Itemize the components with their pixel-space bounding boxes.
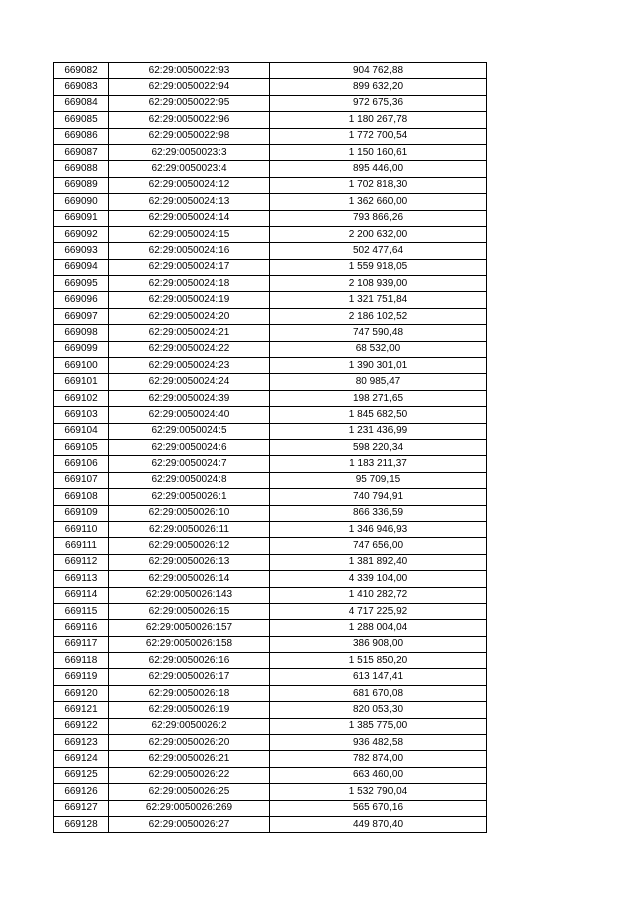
row-number-cell: 669082 <box>54 63 109 79</box>
cadastral-number-cell: 62:29:0050026:25 <box>109 784 270 800</box>
row-number-cell: 669107 <box>54 472 109 488</box>
cadastral-value-cell: 1 381 892,40 <box>270 554 487 570</box>
cadastral-number-cell: 62:29:0050024:18 <box>109 276 270 292</box>
table-row <box>54 735 487 751</box>
cadastral-value-cell: 1 150 160,61 <box>270 144 487 160</box>
row-number-cell: 669121 <box>54 702 109 718</box>
table-row <box>54 439 487 455</box>
cadastral-value-cell: 782 874,00 <box>270 751 487 767</box>
cadastral-number-cell: 62:29:0050026:22 <box>109 767 270 783</box>
cadastral-number-cell: 62:29:0050024:17 <box>109 259 270 275</box>
row-number-cell: 669123 <box>54 735 109 751</box>
cadastral-value-cell: 2 200 632,00 <box>270 226 487 242</box>
cadastral-value-cell: 793 866,26 <box>270 210 487 226</box>
cadastral-number-cell: 62:29:0050026:20 <box>109 735 270 751</box>
row-number-cell: 669102 <box>54 390 109 406</box>
cadastral-value-cell: 1 845 682,50 <box>270 407 487 423</box>
cadastral-number-cell: 62:29:0050026:16 <box>109 653 270 669</box>
cadastral-value-cell: 1 321 751,84 <box>270 292 487 308</box>
row-number-cell: 669124 <box>54 751 109 767</box>
cadastral-number-cell: 62:29:0050024:20 <box>109 308 270 324</box>
cadastral-number-cell: 62:29:0050024:13 <box>109 194 270 210</box>
row-number-cell: 669106 <box>54 456 109 472</box>
row-number-cell: 669086 <box>54 128 109 144</box>
cadastral-value-cell: 198 271,65 <box>270 390 487 406</box>
cadastral-number-cell: 62:29:0050026:269 <box>109 800 270 816</box>
table-row <box>54 308 487 324</box>
table-row <box>54 636 487 652</box>
cadastral-number-cell: 62:29:0050026:18 <box>109 685 270 701</box>
cadastral-number-cell: 62:29:0050024:7 <box>109 456 270 472</box>
row-number-cell: 669087 <box>54 144 109 160</box>
table-row <box>54 128 487 144</box>
row-number-cell: 669100 <box>54 358 109 374</box>
table-body <box>54 63 487 833</box>
cadastral-value-cell: 613 147,41 <box>270 669 487 685</box>
cadastral-number-cell: 62:29:0050026:157 <box>109 620 270 636</box>
table-row <box>54 456 487 472</box>
table-row <box>54 620 487 636</box>
cadastral-value-cell: 936 482,58 <box>270 735 487 751</box>
table-row <box>54 587 487 603</box>
cadastral-value-cell: 598 220,34 <box>270 439 487 455</box>
row-number-cell: 669098 <box>54 325 109 341</box>
cadastral-number-cell: 62:29:0050024:16 <box>109 243 270 259</box>
row-number-cell: 669083 <box>54 79 109 95</box>
cadastral-value-cell: 1 410 282,72 <box>270 587 487 603</box>
table-row <box>54 653 487 669</box>
row-number-cell: 669117 <box>54 636 109 652</box>
row-number-cell: 669095 <box>54 276 109 292</box>
cadastral-value-cell: 80 985,47 <box>270 374 487 390</box>
cadastral-value-cell: 1 385 775,00 <box>270 718 487 734</box>
table-row <box>54 226 487 242</box>
table-row <box>54 571 487 587</box>
row-number-cell: 669103 <box>54 407 109 423</box>
cadastral-number-cell: 62:29:0050026:27 <box>109 816 270 832</box>
table-row <box>54 374 487 390</box>
cadastral-value-cell: 747 590,48 <box>270 325 487 341</box>
row-number-cell: 669105 <box>54 439 109 455</box>
cadastral-value-cell: 1 180 267,78 <box>270 112 487 128</box>
cadastral-value-cell: 4 339 104,00 <box>270 571 487 587</box>
row-number-cell: 669097 <box>54 308 109 324</box>
row-number-cell: 669091 <box>54 210 109 226</box>
table-row <box>54 276 487 292</box>
cadastral-number-cell: 62:29:0050024:21 <box>109 325 270 341</box>
cadastral-number-cell: 62:29:0050024:15 <box>109 226 270 242</box>
cadastral-number-cell: 62:29:0050024:8 <box>109 472 270 488</box>
table-row <box>54 112 487 128</box>
row-number-cell: 669126 <box>54 784 109 800</box>
cadastral-number-cell: 62:29:0050026:11 <box>109 521 270 537</box>
row-number-cell: 669120 <box>54 685 109 701</box>
cadastral-value-cell: 899 632,20 <box>270 79 487 95</box>
cadastral-value-cell: 747 656,00 <box>270 538 487 554</box>
table-row <box>54 358 487 374</box>
table-row <box>54 95 487 111</box>
row-number-cell: 669127 <box>54 800 109 816</box>
table-row <box>54 177 487 193</box>
table-row <box>54 538 487 554</box>
table-row <box>54 521 487 537</box>
table-row <box>54 259 487 275</box>
row-number-cell: 669122 <box>54 718 109 734</box>
table-row <box>54 751 487 767</box>
cadastral-value-cell: 2 186 102,52 <box>270 308 487 324</box>
cadastral-value-cell: 663 460,00 <box>270 767 487 783</box>
row-number-cell: 669089 <box>54 177 109 193</box>
row-number-cell: 669128 <box>54 816 109 832</box>
cadastral-number-cell: 62:29:0050026:12 <box>109 538 270 554</box>
cadastral-number-cell: 62:29:0050024:40 <box>109 407 270 423</box>
cadastral-value-cell: 1 183 211,37 <box>270 456 487 472</box>
table-row <box>54 63 487 79</box>
table-row <box>54 423 487 439</box>
cadastral-value-cell: 1 559 918,05 <box>270 259 487 275</box>
cadastral-value-cell: 2 108 939,00 <box>270 276 487 292</box>
row-number-cell: 669088 <box>54 161 109 177</box>
row-number-cell: 669108 <box>54 489 109 505</box>
cadastral-number-cell: 62:29:0050026:14 <box>109 571 270 587</box>
cadastral-value-cell: 904 762,88 <box>270 63 487 79</box>
table-row <box>54 407 487 423</box>
cadastral-number-cell: 62:29:0050022:94 <box>109 79 270 95</box>
table-row <box>54 489 487 505</box>
table-row <box>54 767 487 783</box>
row-number-cell: 669110 <box>54 521 109 537</box>
cadastral-number-cell: 62:29:0050024:39 <box>109 390 270 406</box>
table-row <box>54 505 487 521</box>
table-row <box>54 144 487 160</box>
cadastral-value-cell: 4 717 225,92 <box>270 603 487 619</box>
row-number-cell: 669111 <box>54 538 109 554</box>
cadastral-value-cell: 68 532,00 <box>270 341 487 357</box>
row-number-cell: 669115 <box>54 603 109 619</box>
cadastral-value-cell: 1 231 436,99 <box>270 423 487 439</box>
table-row <box>54 554 487 570</box>
cadastral-value-cell: 1 362 660,00 <box>270 194 487 210</box>
cadastral-number-cell: 62:29:0050026:2 <box>109 718 270 734</box>
row-number-cell: 669093 <box>54 243 109 259</box>
cadastral-value-cell: 972 675,36 <box>270 95 487 111</box>
row-number-cell: 669104 <box>54 423 109 439</box>
cadastral-value-cell: 740 794,91 <box>270 489 487 505</box>
cadastral-number-cell: 62:29:0050026:10 <box>109 505 270 521</box>
cadastral-number-cell: 62:29:0050026:15 <box>109 603 270 619</box>
cadastral-number-cell: 62:29:0050024:12 <box>109 177 270 193</box>
cadastral-value-cell: 386 908,00 <box>270 636 487 652</box>
table-row <box>54 669 487 685</box>
row-number-cell: 669085 <box>54 112 109 128</box>
table-row <box>54 472 487 488</box>
table-row <box>54 702 487 718</box>
table-row <box>54 210 487 226</box>
cadastral-number-cell: 62:29:0050022:96 <box>109 112 270 128</box>
cadastral-number-cell: 62:29:0050022:98 <box>109 128 270 144</box>
cadastral-value-cell: 1 346 946,93 <box>270 521 487 537</box>
table-row <box>54 341 487 357</box>
cadastral-value-cell: 449 870,40 <box>270 816 487 832</box>
row-number-cell: 669114 <box>54 587 109 603</box>
row-number-cell: 669125 <box>54 767 109 783</box>
row-number-cell: 669116 <box>54 620 109 636</box>
cadastral-value-cell: 681 670,08 <box>270 685 487 701</box>
row-number-cell: 669094 <box>54 259 109 275</box>
cadastral-value-cell: 1 515 850,20 <box>270 653 487 669</box>
cadastral-value-cell: 1 532 790,04 <box>270 784 487 800</box>
table-row <box>54 784 487 800</box>
cadastral-value-cell: 1 702 818,30 <box>270 177 487 193</box>
table-row <box>54 800 487 816</box>
cadastral-number-cell: 62:29:0050026:158 <box>109 636 270 652</box>
cadastral-number-cell: 62:29:0050026:19 <box>109 702 270 718</box>
cadastral-number-cell: 62:29:0050023:4 <box>109 161 270 177</box>
table-row <box>54 79 487 95</box>
row-number-cell: 669099 <box>54 341 109 357</box>
cadastral-value-cell: 1 772 700,54 <box>270 128 487 144</box>
table-row <box>54 685 487 701</box>
row-number-cell: 669109 <box>54 505 109 521</box>
table-row <box>54 816 487 832</box>
cadastral-number-cell: 62:29:0050026:17 <box>109 669 270 685</box>
cadastral-value-cell: 820 053,30 <box>270 702 487 718</box>
cadastral-number-cell: 62:29:0050026:21 <box>109 751 270 767</box>
row-number-cell: 669119 <box>54 669 109 685</box>
table-row <box>54 243 487 259</box>
cadastral-number-cell: 62:29:0050023:3 <box>109 144 270 160</box>
table-row <box>54 390 487 406</box>
table-row <box>54 718 487 734</box>
row-number-cell: 669113 <box>54 571 109 587</box>
table-row <box>54 161 487 177</box>
row-number-cell: 669084 <box>54 95 109 111</box>
row-number-cell: 669090 <box>54 194 109 210</box>
cadastral-number-cell: 62:29:0050024:14 <box>109 210 270 226</box>
table-row <box>54 194 487 210</box>
cadastral-value-cell: 565 670,16 <box>270 800 487 816</box>
cadastral-value-cell: 1 288 004,04 <box>270 620 487 636</box>
cadastral-number-cell: 62:29:0050026:143 <box>109 587 270 603</box>
cadastral-number-cell: 62:29:0050024:22 <box>109 341 270 357</box>
cadastral-number-cell: 62:29:0050024:24 <box>109 374 270 390</box>
cadastral-number-cell: 62:29:0050026:13 <box>109 554 270 570</box>
cadastral-value-cell: 95 709,15 <box>270 472 487 488</box>
row-number-cell: 669092 <box>54 226 109 242</box>
cadastral-number-cell: 62:29:0050024:23 <box>109 358 270 374</box>
row-number-cell: 669112 <box>54 554 109 570</box>
row-number-cell: 669118 <box>54 653 109 669</box>
cadastral-number-cell: 62:29:0050024:19 <box>109 292 270 308</box>
table-row <box>54 292 487 308</box>
cadastral-value-table <box>53 62 487 833</box>
table-row <box>54 325 487 341</box>
row-number-cell: 669101 <box>54 374 109 390</box>
cadastral-value-cell: 1 390 301,01 <box>270 358 487 374</box>
cadastral-number-cell: 62:29:0050026:1 <box>109 489 270 505</box>
cadastral-value-cell: 895 446,00 <box>270 161 487 177</box>
row-number-cell: 669096 <box>54 292 109 308</box>
cadastral-number-cell: 62:29:0050024:6 <box>109 439 270 455</box>
cadastral-number-cell: 62:29:0050024:5 <box>109 423 270 439</box>
cadastral-value-cell: 502 477,64 <box>270 243 487 259</box>
cadastral-number-cell: 62:29:0050022:95 <box>109 95 270 111</box>
cadastral-value-cell: 866 336,59 <box>270 505 487 521</box>
table-row <box>54 603 487 619</box>
cadastral-number-cell: 62:29:0050022:93 <box>109 63 270 79</box>
